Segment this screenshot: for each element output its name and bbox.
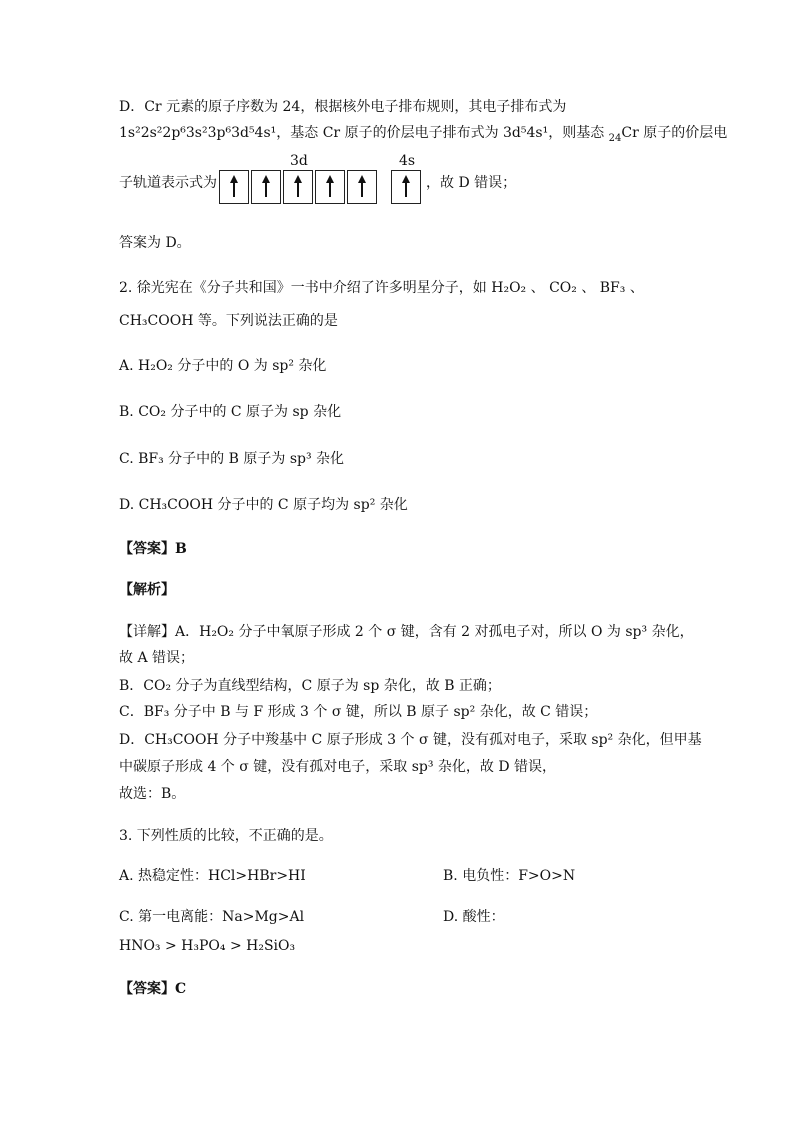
spin-up-arrow-icon [265, 177, 267, 197]
orbital-box [283, 170, 313, 204]
option-a: A. 热稳定性：HCl>HBr>HI [119, 868, 306, 884]
explanation-line: D．CH₃COOH 分子中羧基中 C 原子形成 3 个 σ 键，没有孤对电子，采取 sp² 杂化，但甲基 [119, 732, 702, 748]
option-c: C. BF₃ 分子中的 B 原子为 sp³ 杂化 [119, 451, 345, 467]
explanation-line: C．BF₃ 分子中 B 与 F 形成 3 个 σ 键，所以 B 原子 sp² 杂化，故 C 错误； [119, 704, 598, 720]
text-line: D．Cr 元素的原子序数为 24，根据核外电子排布规则，其电子排布式为 [119, 99, 567, 115]
explanation-line: 故 A 错误； [119, 650, 195, 666]
orbital-box [315, 170, 345, 204]
answer-text: 答案为 D。 [119, 235, 191, 251]
answer-label: 【答案】C [119, 981, 187, 997]
orbital-box [347, 170, 377, 204]
explanation-line: B．CO₂ 分子为直线型结构，C 原子为 sp 杂化，故 B 正确； [119, 678, 501, 694]
option-b: B. CO₂ 分子中的 C 原子为 sp 杂化 [119, 404, 342, 420]
explanation-line: 故选：B。 [119, 786, 186, 802]
option-b: B. 电负性：F>O>N [443, 868, 576, 884]
orbital-box [219, 170, 249, 204]
spin-up-arrow-icon [233, 177, 235, 197]
option-d: D. 酸性： [443, 909, 505, 925]
explanation-line: 中碳原子形成 4 个 σ 键，没有孤对电子，采取 sp³ 杂化，故 D 错误， [119, 759, 557, 775]
explanation-line: 【详解】A．H₂O₂ 分子中氧原子形成 2 个 σ 键，含有 2 对孤电子对，所以 O 为 sp³ 杂化， [119, 624, 694, 640]
orbital-prefix: 子轨道表示式为 [119, 175, 217, 191]
orbital-label-4s: 4s [399, 153, 416, 169]
spin-up-arrow-icon [361, 177, 363, 197]
spin-up-arrow-icon [329, 177, 331, 197]
orbital-box [251, 170, 281, 204]
question-stem: CH₃COOH 等。下列说法正确的是 [119, 313, 338, 329]
option-c: C. 第一电离能：Na>Mg>Al [119, 909, 305, 925]
text-line: 1s²2s²2p⁶3s²3p⁶3d⁵4s¹，基态 Cr 原子的价层电子排布式为 3d⁵4s¹，则基态 $_{24}$Cr 原子的价层电 [119, 125, 728, 144]
analysis-label: 【解析】 [119, 582, 175, 598]
option-a: A. H₂O₂ 分子中的 O 为 sp² 杂化 [119, 358, 327, 374]
option-d-formula: HNO₃ > H₃PO₄ > H₂SiO₃ [119, 938, 296, 954]
question-stem: 3. 下列性质的比较，不正确的是。 [119, 828, 333, 844]
option-d: D. CH₃COOH 分子中的 C 原子均为 sp² 杂化 [119, 497, 408, 513]
orbital-box [391, 170, 421, 204]
orbital-suffix: ，故 D 错误； [426, 175, 517, 191]
orbital-label-3d: 3d [290, 153, 308, 169]
answer-label: 【答案】B [119, 541, 187, 557]
spin-up-arrow-icon [405, 177, 407, 197]
question-stem: 2. 徐光宪在《分子共和国》一书中介绍了许多明星分子，如 H₂O₂ 、 CO₂ 、 BF₃ 、 [119, 280, 644, 296]
spin-up-arrow-icon [297, 177, 299, 197]
